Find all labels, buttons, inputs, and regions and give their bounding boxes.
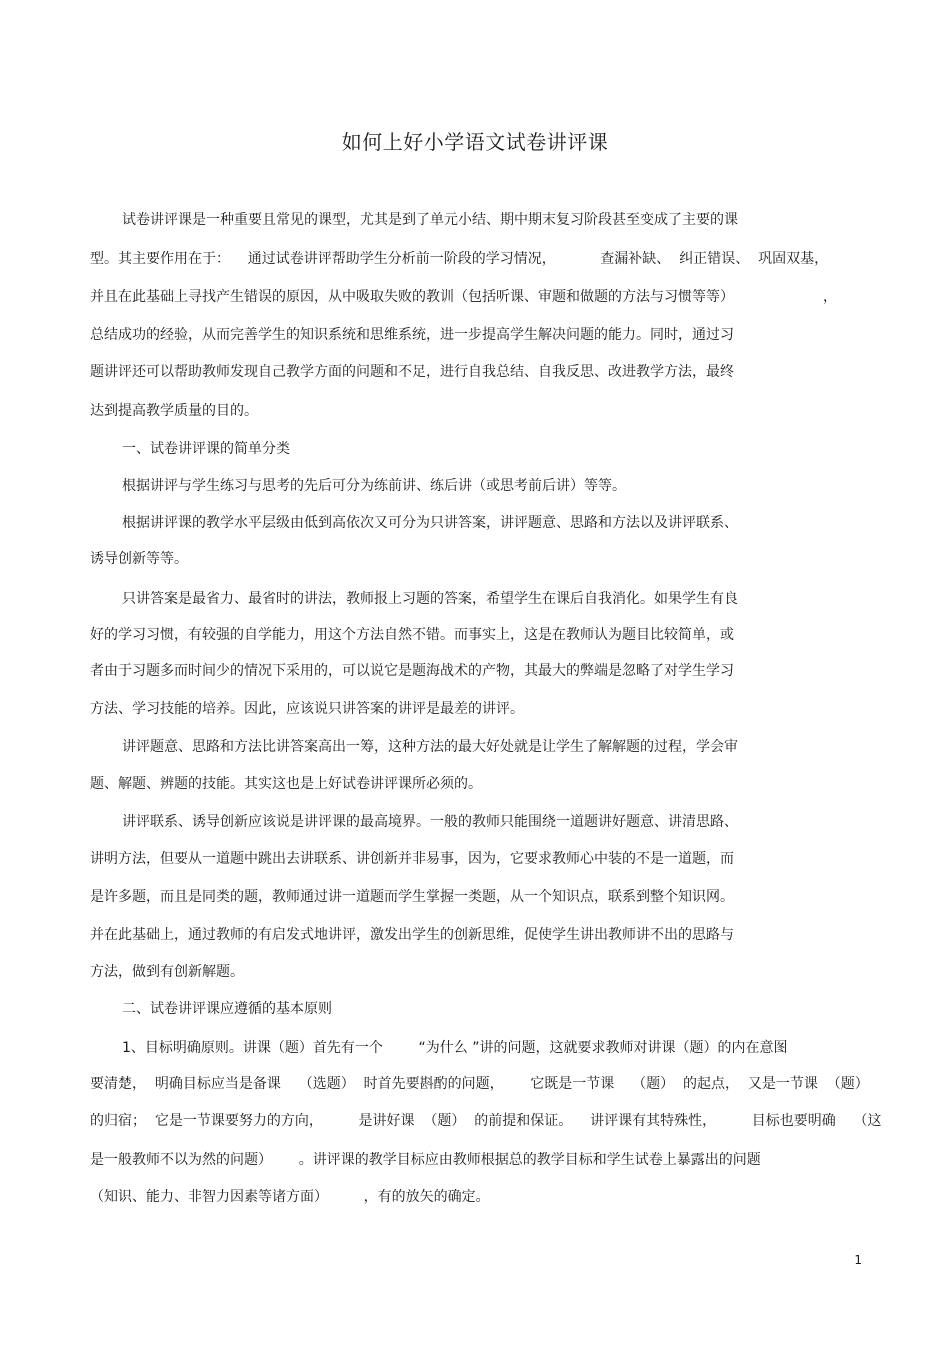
paragraph-line: 讲明方法，但要从一道题中跳出去讲联系、讲创新并非易事，因为，它要求教师心中装的不是一道题，而 [90, 851, 734, 867]
paragraph-line: 者由于习题多而时间少的情况下采用的，可以说它是题海战术的产物，其最大的弊端是忽略了对学生学习 [90, 663, 734, 679]
paragraph-line: 题讲评还可以帮助教师发现自己教学方面的问题和不足，进行自我总结、自我反思、改进教学方法，最终 [90, 364, 734, 380]
paragraph-line: 达到提高教学质量的目的。 [90, 403, 258, 419]
paragraph-line: 试卷讲评课是一种重要且常见的课型，尤其是到了单元小结、期中期末复习阶段甚至变成了主要的课 [122, 212, 738, 228]
paragraph-line: 方法、学习技能的培养。因此，应该说只讲答案的讲评是最差的讲评。 [90, 701, 524, 717]
section-heading: 二、试卷讲评课应遵循的基本原则 [122, 1001, 332, 1017]
paragraph-line: 的归宿； 它是一节课要努力的方向， 是讲好课 （题） 的前提和保证。 讲评课有其特殊性， 目标也要明确 （这 [90, 1113, 882, 1129]
paragraph-line: 题、解题、辨题的技能。其实这也是上好试卷讲评课所必须的。 [90, 776, 482, 792]
paragraph-line: 讲评联系、诱导创新应该说是讲评课的最高境界。一般的教师只能围绕一道题讲好题意、讲清思路、 [122, 814, 738, 830]
paragraph-line: 1、目标明确原则。讲课（题）首先有一个 “为什么 ”讲的问题，这就要求教师对讲课（题）的内在意图 [122, 1040, 788, 1056]
paragraph-line: 方法，做到有创新解题。 [90, 964, 244, 980]
paragraph-line: 好的学习习惯，有较强的自学能力，用这个方法自然不错。而事实上，这是在教师认为题目比较简单，或 [90, 627, 734, 643]
paragraph-line: 并在此基础上，通过教师的有启发式地讲评，激发出学生的创新思维，促使学生讲出教师讲不出的思路与 [90, 927, 734, 943]
paragraph-line: 是一般教师不以为然的问题） 。讲评课的教学目标应由教师根据总的教学目标和学生试卷上暴露出的问题 [90, 1152, 761, 1168]
paragraph-line: 根据讲评课的教学水平层级由低到高依次又可分为只讲答案，讲评题意、思路和方法以及讲评联系、 [122, 515, 738, 531]
paragraph-line: 讲评题意、思路和方法比讲答案高出一筹，这种方法的最大好处就是让学生了解解题的过程，学会审 [122, 739, 738, 755]
paragraph-line: 诱导创新等等。 [90, 551, 188, 567]
paragraph-line: 根据讲评与学生练习与思考的先后可分为练前讲、练后讲（或思考前后讲）等等。 [122, 478, 626, 494]
paragraph-line: 并且在此基础上寻找产生错误的原因，从中吸取失败的教训（包括听课、审题和做题的方法与习惯等等） ， [90, 289, 838, 305]
paragraph-line: 是许多题，而且是同类的题，教师通过讲一道题而学生掌握一类题，从一个知识点，联系到整个知识网。 [90, 889, 734, 905]
paragraph-line: 总结成功的经验，从而完善学生的知识系统和思维系统，进一步提高学生解决问题的能力。同时，通过习 [90, 327, 734, 343]
page-number: 1 [854, 1253, 862, 1267]
paragraph-line: 要清楚， 明确目标应当是备课 （选题） 时首先要斟酌的问题， 它既是一节课 （题） 的起点， 又是一节课 （题） [90, 1076, 869, 1092]
paragraph-line: （知识、能力、非智力因素等诸方面） ，有的放矢的确定。 [90, 1189, 490, 1205]
paragraph-line: 型。其主要作用在于： 通过试卷讲评帮助学生分析前一阶段的学习情况， 查漏补缺、 纠正错误、 巩固双基， [90, 251, 829, 267]
section-heading: 一、试卷讲评课的简单分类 [122, 441, 290, 457]
document-title: 如何上好小学语文试卷讲评课 [341, 130, 609, 154]
paragraph-line: 只讲答案是最省力、最省时的讲法，教师报上习题的答案，希望学生在课后自我消化。如果学生有良 [122, 591, 738, 607]
